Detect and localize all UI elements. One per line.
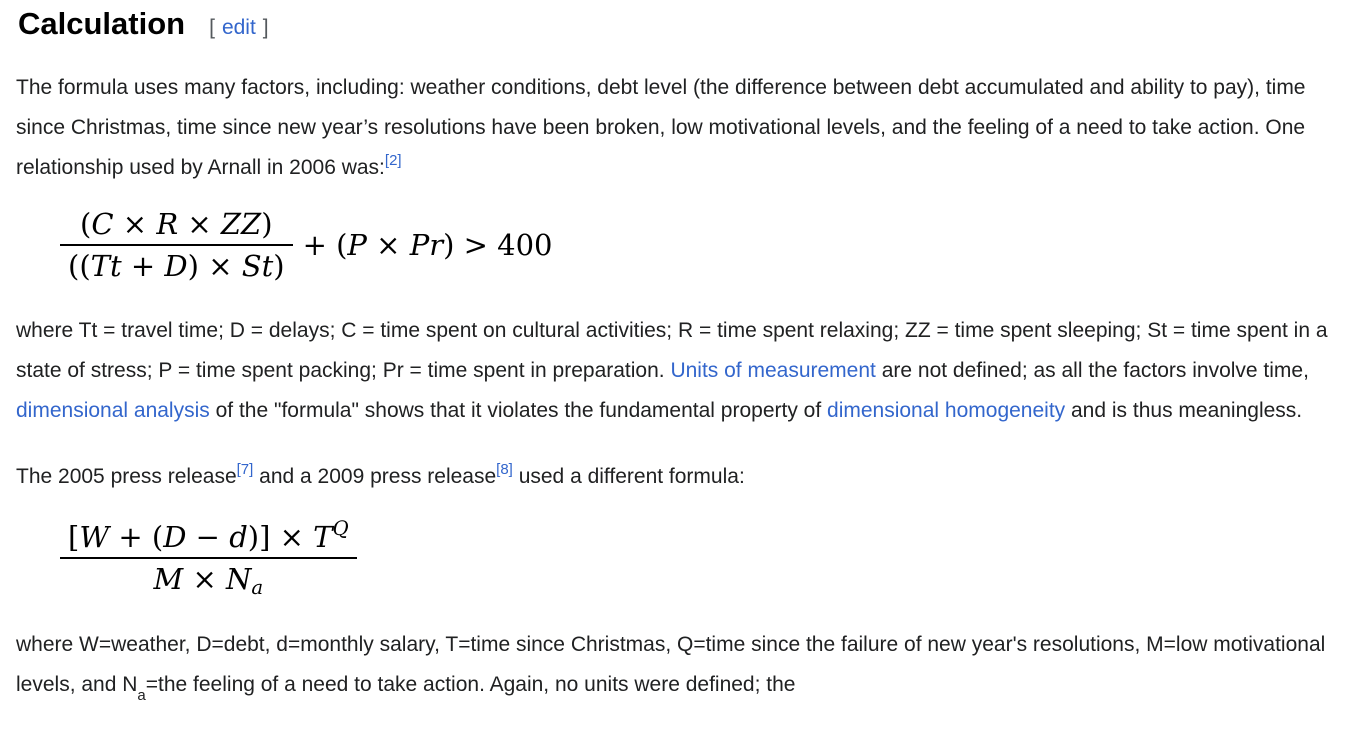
formula-1-denominator (60, 246, 293, 286)
math-segment: − (186, 519, 230, 554)
reference-superscript (496, 459, 513, 479)
math-segment: d (229, 519, 248, 554)
math-segment: ) (261, 207, 273, 241)
formula-1-numerator (72, 204, 281, 244)
math-segment: Q (332, 516, 349, 540)
paragraph-intro-text: The formula uses many factors, including: weather conditions, debt level (the difference between debt accumulated and ability to pay), time since Christmas, time since new year’s resolutions have been broken, low motivational levels, and the feeling of a need to take action. One relationship used by Arnall in 2006 was: (16, 76, 1306, 179)
reference-superscript (385, 150, 402, 170)
math-segment: [ (68, 519, 80, 554)
math-segment: + ( (302, 228, 348, 263)
math-segment: ) × (187, 249, 242, 284)
paragraph-definitions-1-text-1: where Tt = travel time; D = delays; C = time spent on cultural activities; R = time spent relaxing; ZZ = time spent sleeping; St = time spent in a state of stress; P = time spent packing; Pr = time spent in preparation. (16, 318, 1328, 382)
math-segment: T (313, 519, 333, 554)
paragraph-press-releases-text-1: The 2005 press release (16, 464, 237, 488)
ref-2-link[interactable]: [2] (384, 152, 402, 169)
section-heading (18, 6, 1329, 46)
math-segment: × (178, 207, 221, 241)
formula-2-numerator (60, 517, 357, 557)
paragraph-press-releases-text-2: and a 2009 press release (253, 464, 497, 488)
formula-2-denominator (146, 559, 272, 599)
math-segment: × (366, 228, 410, 263)
math-segment: ( (80, 207, 92, 241)
paragraph-definitions-1-text-4: and is thus meaningless. (1065, 398, 1303, 422)
ref-8-link[interactable]: [8] (496, 460, 513, 478)
reference-superscript (237, 459, 254, 479)
ref-7-link[interactable]: [7] (236, 460, 254, 478)
math-segment: Tt (90, 249, 122, 284)
dimensional-analysis-link[interactable]: dimensional analysis (16, 398, 210, 422)
paragraph-definitions-1 (16, 311, 1329, 431)
math-segment: P (347, 228, 367, 263)
formula-1-rhs (303, 227, 553, 263)
paragraph-definitions-1-text-3: of the "formula" shows that it violates the fundamental property of (209, 398, 828, 422)
math-segment: W (79, 519, 110, 554)
paragraph-press-releases-text-3: used a different formula: (512, 464, 745, 488)
math-segment: a (251, 576, 264, 600)
paragraph-definitions-2-text-1: where W=weather, D=debt, d=monthly salary, T=time since Christmas, Q=time since the failure of new year's resolutions, M=low motivational levels, and N (16, 633, 1326, 696)
paragraph-press-releases (16, 457, 1329, 497)
math-segment: R (156, 207, 179, 241)
math-segment: St (241, 249, 274, 284)
math-segment: ) > 400 (443, 228, 553, 263)
math-segment: × (113, 207, 157, 241)
units-of-measurement-link[interactable]: Units of measurement (670, 358, 876, 382)
math-segment: C (91, 207, 114, 241)
math-segment: + ( (109, 519, 164, 554)
formula-2-fraction (60, 517, 357, 600)
math-segment: D (164, 249, 188, 284)
math-segment: Pr (409, 228, 444, 263)
edit-link[interactable]: edit (221, 16, 256, 39)
math-segment: N (226, 561, 252, 596)
paragraph-definitions-2-text-2: =the feeling of a need to take action. Again, no units were defined; the (145, 673, 796, 696)
section-heading-text: Calculation (18, 6, 186, 41)
math-segment: (( (68, 249, 91, 284)
formula-1 (60, 204, 1329, 287)
na-subscript: a (137, 687, 146, 705)
formula-1-fraction (60, 204, 293, 287)
math-segment: D (163, 519, 187, 554)
paragraph-intro (16, 68, 1329, 188)
paragraph-definitions-2 (16, 625, 1329, 705)
math-segment: )] × (247, 519, 314, 554)
math-segment: + (121, 249, 165, 284)
paragraph-definitions-1-text-2: are not defined; as all the factors involve time, (875, 358, 1309, 382)
formula-2 (60, 517, 1329, 600)
math-segment: M (153, 561, 184, 596)
dimensional-homogeneity-link[interactable]: dimensional homogeneity (827, 398, 1066, 422)
math-segment: × (183, 561, 226, 596)
math-segment: ZZ (220, 207, 262, 241)
math-segment: ) (273, 249, 285, 284)
edit-section (209, 16, 269, 39)
edit-bracket-open: [ (209, 16, 215, 39)
edit-bracket-close: ] (262, 16, 269, 39)
